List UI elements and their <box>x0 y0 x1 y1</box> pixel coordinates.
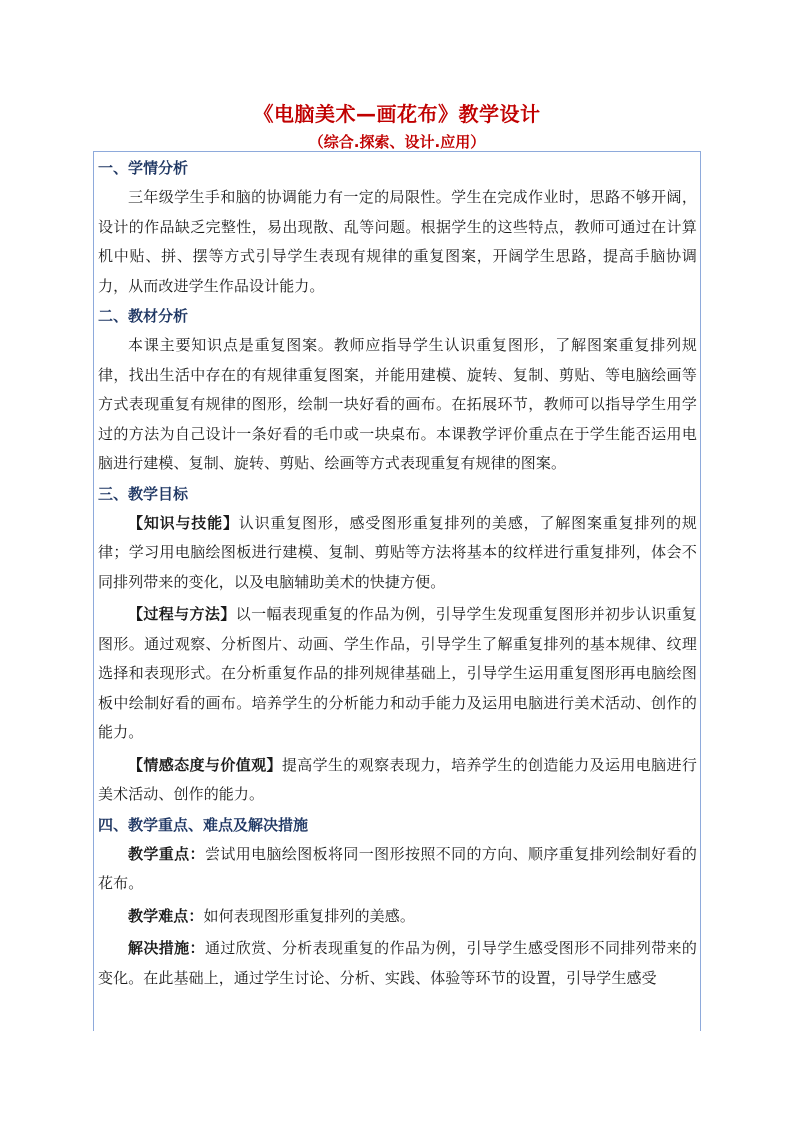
goal-knowledge-skills-label: 【知识与技能】 <box>128 513 239 532</box>
goal-process-methods-text: 以一幅表现重复的作品为例，引导学生发现重复图形并初步认识重复图形。通过观察、分析图片、动画、学生作品，引导学生了解重复排列的基本规律、纹理选择和表现形式。在分析重复作品的排列规律基础上，引导学生运用重复图形再电脑绘图板中绘制好看的画布。培养学生的分析能力和动手能力及运用电脑进行美术活动、创作的能力。 <box>98 605 697 741</box>
key-point-solution <box>98 934 697 993</box>
key-point-solution-text: 通过欣赏、分析表现重复的作品为例，引导学生感受图形不同排列带来的变化。在此基础上，通过学生讨论、分析、实践、体验等环节的设置，引导学生感受 <box>98 939 697 987</box>
content-table <box>93 151 701 1031</box>
goal-emotion-values <box>98 751 697 810</box>
section-heading-material-analysis: 二、教材分析 <box>98 307 189 325</box>
document-subtitle: （综合.探索、设计.应用） <box>308 133 486 151</box>
section-heading-key-points: 四、教学重点、难点及解决措施 <box>98 815 309 834</box>
key-point-difficulty-text: 如何表现图形重复排列的美感。 <box>203 906 415 925</box>
key-point-focus-text: 尝试用电脑绘图板将同一图形按照不同的方向、顺序重复排列绘制好看的花布。 <box>98 844 697 892</box>
document-title: 《电脑美术—画花布》教学设计 <box>253 102 541 126</box>
goal-knowledge-skills <box>98 509 697 598</box>
goal-knowledge-skills-text: 认识重复图形，感受图形重复排列的美感，了解图案重复排列的规律；学习用电脑绘图板进行建模、复制、剪贴等方法将基本的纹样进行重复排列，体会不同排列带来的变化，以及电脑辅助美术的快捷方便。 <box>98 513 697 591</box>
key-point-focus-label: 教学重点： <box>128 844 205 863</box>
learner-analysis-paragraph: 三年级学生手和脑的协调能力有一定的局限性。学生在完成作业时，思路不够开阔，设计的作品缺乏完整性，易出现散、乱等问题。根据学生的这些特点，教师可通过在计算机中贴、拼、摆等方式引导学生表现有规律的重复图案，开阔学生思路，提高手脑协调力，从而改进学生作品设计能力。 <box>98 188 697 295</box>
key-point-solution-label: 解决措施： <box>128 939 205 957</box>
material-analysis-paragraph: 本课主要知识点是重复图案。教师应指导学生认识重复图形，了解图案重复排列规律，找出生活中存在的有规律重复图案，并能用建模、旋转、复制、剪贴、等电脑绘画等方式表现重复有规律的图形，绘制一块好看的画布。在拓展环节，教师可以指导学生用学过的方法为自己设计一条好看的毛巾或一块桌布。本课教学评价重点在于学生能否运用电脑进行建模、复制、旋转、剪贴、绘画等方式表现重复有规律的图案。 <box>98 336 697 472</box>
section-heading-learner-analysis: 一、学情分析 <box>98 159 189 177</box>
goal-process-methods-label: 【过程与方法】 <box>128 605 236 623</box>
goal-emotion-values-text: 提高学生的观察表现力，培养学生的创造能力及运用电脑进行美术活动、创作的能力。 <box>98 755 697 803</box>
goal-emotion-values-label: 【情感态度与价值观】 <box>128 755 282 774</box>
key-point-focus <box>98 840 697 899</box>
section-heading-teaching-goals: 三、教学目标 <box>98 484 189 503</box>
goal-process-methods <box>98 600 697 748</box>
key-point-difficulty-label: 教学难点： <box>128 906 204 925</box>
key-point-difficulty <box>98 902 697 932</box>
